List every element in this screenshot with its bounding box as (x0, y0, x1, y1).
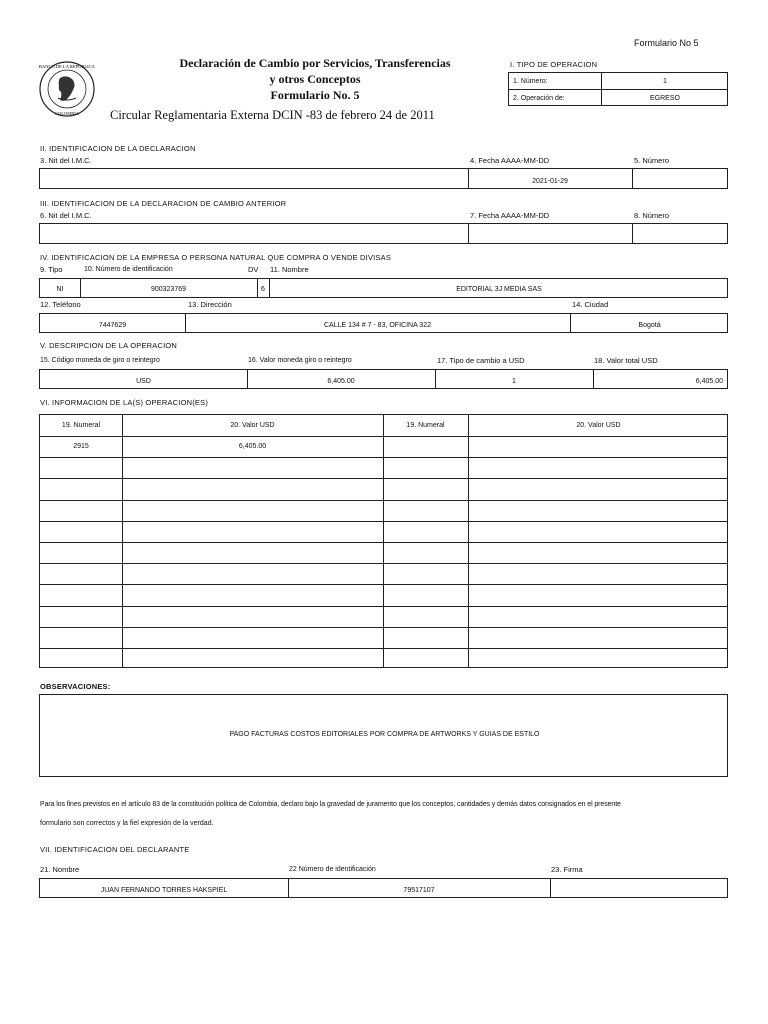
identificacion-value[interactable]: 900323769 (150, 286, 187, 293)
tipo-operacion-table (508, 72, 728, 106)
section3-heading: III. IDENTIFICACION DE LA DECLARACION DE CAMBIO ANTERIOR (40, 199, 287, 208)
telefono-label: 12. Teléfono (40, 300, 81, 309)
valor-moneda-label: 16. Valor moneda giro o reintegro (248, 357, 352, 364)
tipo-operacion-heading: I. TIPO DE OPERACION (510, 60, 598, 69)
table-row-divider (40, 584, 727, 585)
table-row-divider (40, 606, 727, 607)
direccion-label: 13. Dirección (188, 300, 232, 309)
telefono-value[interactable]: 7447629 (98, 322, 127, 329)
valor-total-value[interactable]: 6,405.00 (695, 378, 723, 385)
valor-moneda-value[interactable]: 6,405.00 (327, 378, 355, 385)
declarante-id-value[interactable]: 79517107 (403, 887, 435, 894)
section5-row (39, 369, 728, 389)
codigo-moneda-label: 15. Código moneda de giro o reintegro (40, 357, 160, 364)
col-valor-1: 20. Valor USD (230, 422, 275, 429)
operaciones-table (39, 414, 728, 668)
col-numeral-1: 19. Numeral (61, 422, 101, 429)
table-row-divider (40, 457, 727, 458)
table-row-divider (40, 648, 727, 649)
ciudad-label: 14. Ciudad (572, 300, 609, 309)
nombre-value[interactable]: EDITORIAL 3J MEDIA SAS (456, 286, 542, 293)
form-subtitle: Circular Reglamentaria Externa DCIN -83 de febrero 24 de 2011 (110, 108, 435, 122)
section3-row (39, 223, 728, 244)
dv-label: DV (248, 265, 259, 274)
section4-heading: IV. IDENTIFICACION DE LA EMPRESA O PERSONA NATURAL QUE COMPRA O VENDE DIVISAS (40, 253, 392, 262)
section5-heading: V. DESCRIPCION DE LA OPERACION (40, 341, 178, 350)
tipo-value[interactable]: NI (56, 286, 64, 293)
section4-row2 (39, 313, 728, 333)
numero-label: 1. Número: (513, 78, 548, 85)
declarante-firma-label: 23. Firma (551, 865, 583, 874)
table-row-divider (40, 478, 727, 479)
col-valor-2: 20. Valor USD (576, 422, 621, 429)
numero-declaracion-label: 5. Número (634, 156, 670, 165)
operacion-label: 2. Operación de: (513, 95, 565, 102)
table-row-divider (40, 627, 727, 628)
nit-imc-label: 3. Nit del I.M.C. (40, 156, 92, 165)
fecha-value[interactable]: 2021-01-29 (532, 178, 568, 185)
table-cell-valor1[interactable]: 6,405.00 (238, 443, 267, 450)
valor-total-label: 18. Valor total USD (594, 356, 658, 365)
nombre-label: 11. Nombre (270, 265, 309, 274)
observaciones-text: PAGO FACTURAS COSTOS EDITORIALES POR COMPRA DE ARTWORKS Y GUIAS DE ESTILO (229, 731, 540, 738)
col-numeral-2: 19. Numeral (406, 422, 445, 429)
form-title-line1: Declaración de Cambio por Servicios, Transferencias (179, 56, 451, 70)
declarante-nombre-value[interactable]: JUAN FERNANDO TORRES HAKSPIEL (100, 887, 228, 894)
section2-row (39, 168, 728, 189)
observaciones-box[interactable] (39, 694, 728, 777)
fecha-anterior-label: 7. Fecha AAAA-MM-DD (470, 211, 550, 220)
section6-heading: VI. INFORMACION DE LA(S) OPERACION(ES) (40, 398, 209, 407)
declaration-line1: Para los fines previstos en el artículo 83 de la constitución política de Colombia, declaro bajo la gravedad de juramento que los conceptos, cantidades y demás datos consignados en el presente (40, 801, 621, 808)
section7-heading: VII. IDENTIFICACION DEL DECLARANTE (40, 845, 190, 854)
banco-republica-seal (38, 60, 96, 118)
declarante-row (39, 878, 728, 898)
tipo-cambio-value[interactable]: 1 (512, 378, 516, 385)
observaciones-heading: OBSERVACIONES: (40, 682, 111, 691)
fecha-label: 4. Fecha AAAA-MM-DD (470, 156, 550, 165)
table-row-divider (40, 436, 727, 437)
tipo-cambio-label: 17. Tipo de cambio a USD (437, 356, 525, 365)
table-row-divider (40, 500, 727, 501)
svg-text:BANCO DE LA REPUBLICA: BANCO DE LA REPUBLICA (39, 64, 95, 69)
numero-anterior-label: 8. Número (634, 211, 670, 220)
identificacion-label: 10. Número de identificación (84, 266, 173, 273)
form-title-line3: Formulario No. 5 (270, 88, 360, 102)
table-row-divider (40, 521, 727, 522)
declaration-line2: formulario son correctos y la fiel expresión de la verdad. (40, 820, 214, 827)
operacion-value[interactable]: EGRESO (650, 95, 680, 102)
ciudad-value[interactable]: Bogotá (638, 322, 661, 329)
declarante-id-label: 22 Número de identificación (289, 866, 376, 873)
form-title-line2: y otros Conceptos (269, 72, 361, 86)
numero-value[interactable]: 1 (663, 78, 667, 85)
dv-value[interactable]: 6 (261, 286, 265, 293)
nit-imc-anterior-label: 6. Nit del I.M.C. (40, 211, 92, 220)
declarante-nombre-label: 21. Nombre (40, 865, 80, 874)
table-cell-numeral1[interactable]: 2915 (73, 443, 89, 450)
section4-row1 (39, 278, 728, 298)
direccion-value[interactable]: CALLE 134 # 7 - 83, OFICINA 322 (323, 322, 431, 329)
table-row-divider (40, 563, 727, 564)
tipo-label: 9. Tipo (40, 265, 63, 274)
table-row-divider (40, 542, 727, 543)
form-number-label: Formulario No 5 (634, 38, 699, 48)
svg-text:COLOMBIA: COLOMBIA (54, 111, 80, 116)
section2-heading: II. IDENTIFICACION DE LA DECLARACION (40, 144, 196, 153)
codigo-moneda-value[interactable]: USD (136, 378, 151, 385)
